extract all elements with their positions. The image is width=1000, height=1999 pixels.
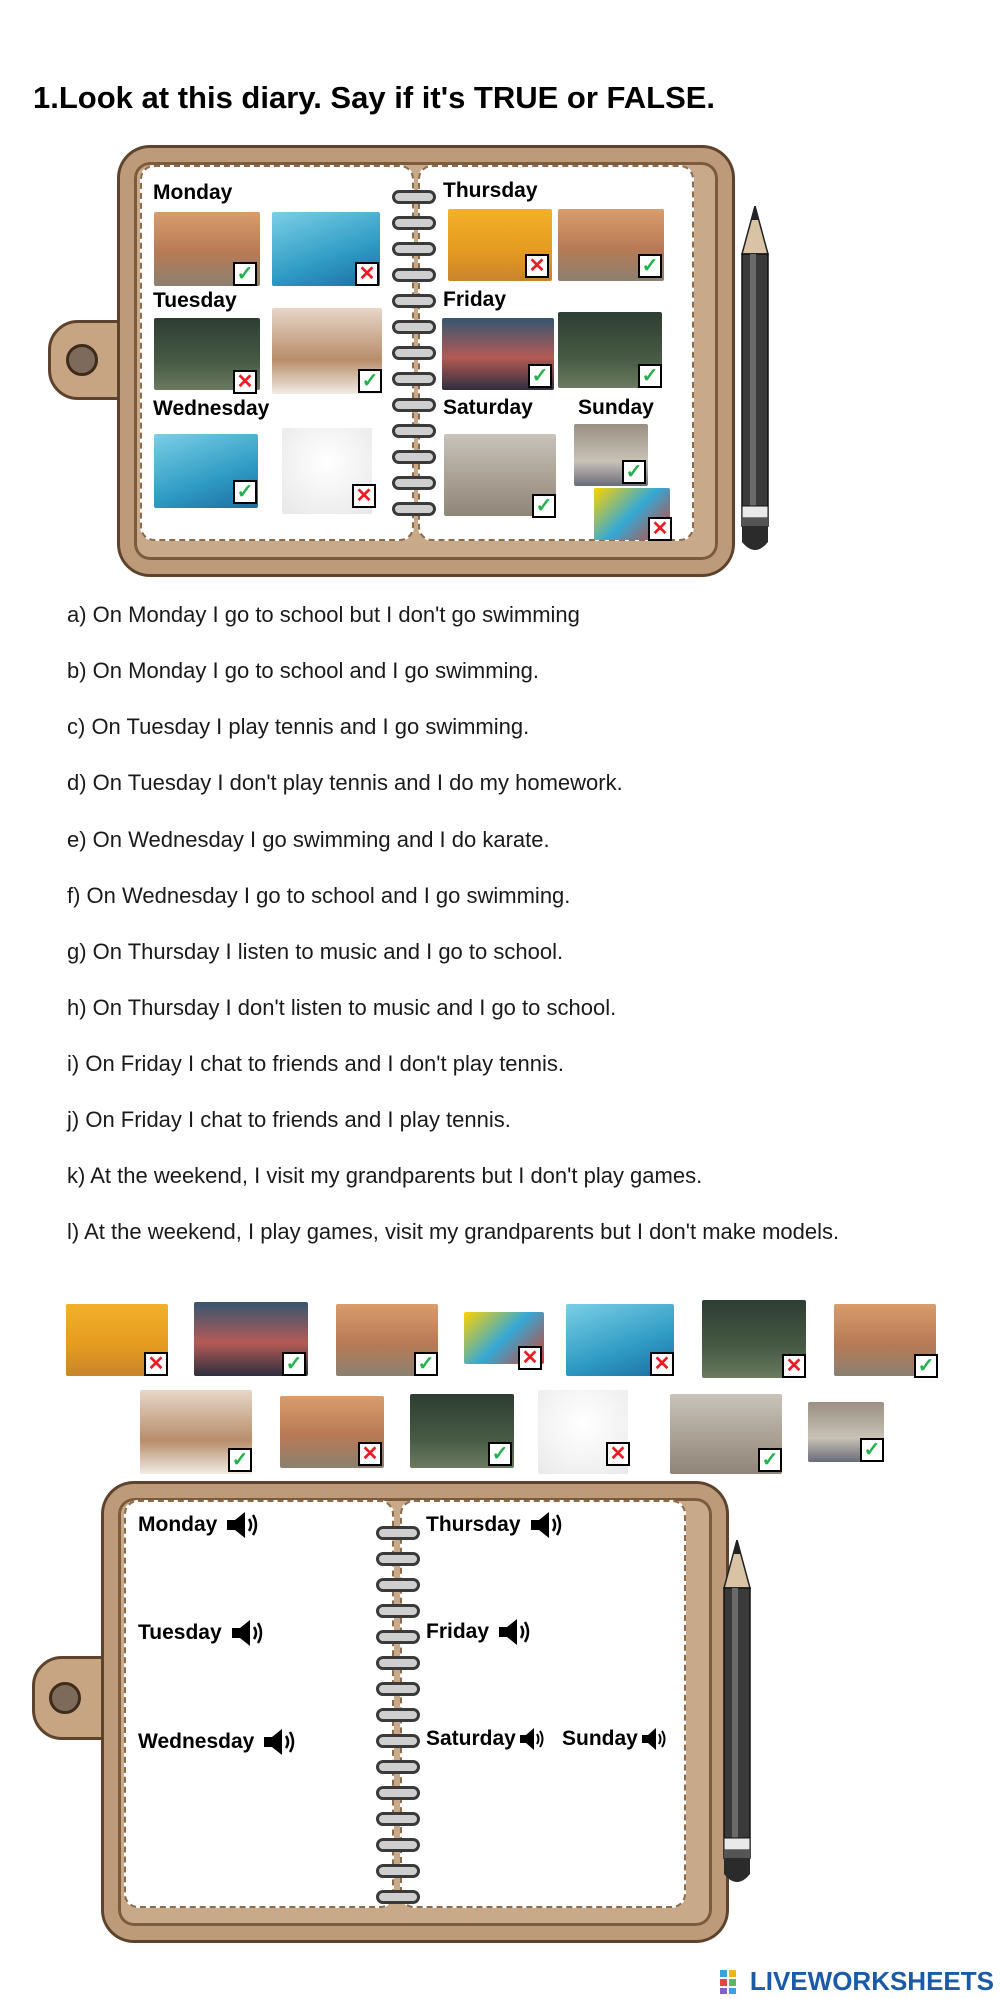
drop-zone-friday[interactable] [426, 1617, 531, 1647]
speaker-icon[interactable] [262, 1727, 296, 1757]
day-label-saturday: Saturday [426, 1727, 516, 1750]
cross-mark: ✕ [355, 262, 379, 286]
cross-mark: ✕ [525, 254, 549, 278]
statement-a: a) On Monday I go to school but I don't go swimming [67, 602, 580, 627]
tick-mark: ✓ [758, 1448, 782, 1472]
cross-mark: ✕ [650, 1352, 674, 1376]
liveworksheets-logo [719, 1966, 994, 1997]
day-label-thursday: Thursday [426, 1513, 521, 1536]
tick-mark: ✓ [414, 1352, 438, 1376]
cross-mark: ✕ [352, 484, 376, 508]
tick-mark: ✓ [282, 1352, 306, 1376]
statement-d: d) On Tuesday I don't play tennis and I do my homework. [67, 770, 623, 795]
diary-left-page [124, 1500, 394, 1908]
statement-f: f) On Wednesday I go to school and I go swimming. [67, 883, 571, 908]
statement-i: i) On Friday I chat to friends and I don't play tennis. [67, 1051, 565, 1076]
speaker-icon[interactable] [230, 1618, 264, 1648]
day-label-sunday: Sunday [562, 1727, 638, 1750]
cross-mark: ✕ [782, 1354, 806, 1378]
cross-mark: ✕ [648, 517, 672, 541]
statement-k: k) At the weekend, I visit my grandparents but I don't play games. [67, 1163, 703, 1188]
tick-mark: ✓ [228, 1448, 252, 1472]
cross-mark: ✕ [518, 1346, 542, 1370]
tick-mark: ✓ [532, 494, 556, 518]
speaker-icon[interactable] [497, 1617, 531, 1647]
day-label-sunday: Sunday [578, 396, 654, 419]
clasp-rivet [49, 1682, 81, 1714]
diary-right-page [400, 1500, 686, 1908]
cross-mark: ✕ [606, 1442, 630, 1466]
statement-l: l) At the weekend, I play games, visit my grandparents but I don't make models. [67, 1219, 840, 1244]
tick-mark: ✓ [914, 1354, 938, 1378]
day-label-wednesday: Wednesday [138, 1730, 255, 1753]
drop-zone-sunday[interactable] [562, 1726, 667, 1752]
tick-mark: ✓ [622, 460, 646, 484]
day-label-monday: Monday [153, 181, 233, 204]
cross-mark: ✕ [233, 370, 257, 394]
liveworksheets-logo-icon [719, 1969, 747, 1995]
day-label-thursday: Thursday [443, 179, 538, 202]
day-label-monday: Monday [138, 1513, 218, 1536]
diary-rings [376, 1526, 420, 1916]
drop-zone-wednesday[interactable] [138, 1727, 296, 1757]
tick-mark: ✓ [233, 262, 257, 286]
page-title: 1.Look at this diary. Say if it's TRUE or FALSE. [33, 80, 716, 115]
clasp-rivet [66, 344, 98, 376]
speaker-icon[interactable] [529, 1510, 563, 1540]
tick-mark: ✓ [638, 364, 662, 388]
speaker-icon[interactable] [641, 1726, 667, 1752]
speaker-icon[interactable] [519, 1726, 545, 1752]
cross-mark: ✕ [358, 1442, 382, 1466]
statement-b: b) On Monday I go to school and I go swimming. [67, 658, 540, 683]
day-label-saturday: Saturday [443, 396, 533, 419]
day-label-tuesday: Tuesday [153, 289, 237, 312]
diary-rings [392, 190, 436, 528]
tick-mark: ✓ [358, 369, 382, 393]
pencil-icon [738, 206, 772, 564]
day-label-friday: Friday [426, 1620, 490, 1643]
day-label-friday: Friday [443, 288, 507, 311]
tick-mark: ✓ [488, 1442, 512, 1466]
drop-zone-tuesday[interactable] [138, 1618, 264, 1648]
cross-mark: ✕ [144, 1352, 168, 1376]
statement-j: j) On Friday I chat to friends and I play tennis. [67, 1107, 511, 1132]
statement-c: c) On Tuesday I play tennis and I go swimming. [67, 714, 530, 739]
day-label-wednesday: Wednesday [153, 397, 270, 420]
day-label-tuesday: Tuesday [138, 1621, 222, 1644]
drop-zone-monday[interactable] [138, 1510, 259, 1540]
tick-mark: ✓ [860, 1438, 884, 1462]
tick-mark: ✓ [528, 364, 552, 388]
drop-zone-saturday[interactable] [426, 1726, 545, 1752]
speaker-icon[interactable] [225, 1510, 259, 1540]
drop-zone-thursday[interactable] [426, 1510, 563, 1540]
tick-mark: ✓ [638, 254, 662, 278]
statement-h: h) On Thursday I don't listen to music and I go to school. [67, 995, 617, 1020]
statement-e: e) On Wednesday I go swimming and I do karate. [67, 827, 550, 852]
brand-name: LIVEWORKSHEETS [749, 1966, 994, 1996]
tick-mark: ✓ [233, 480, 257, 504]
statement-g: g) On Thursday I listen to music and I go to school. [67, 939, 564, 964]
pencil-icon [720, 1540, 754, 1896]
